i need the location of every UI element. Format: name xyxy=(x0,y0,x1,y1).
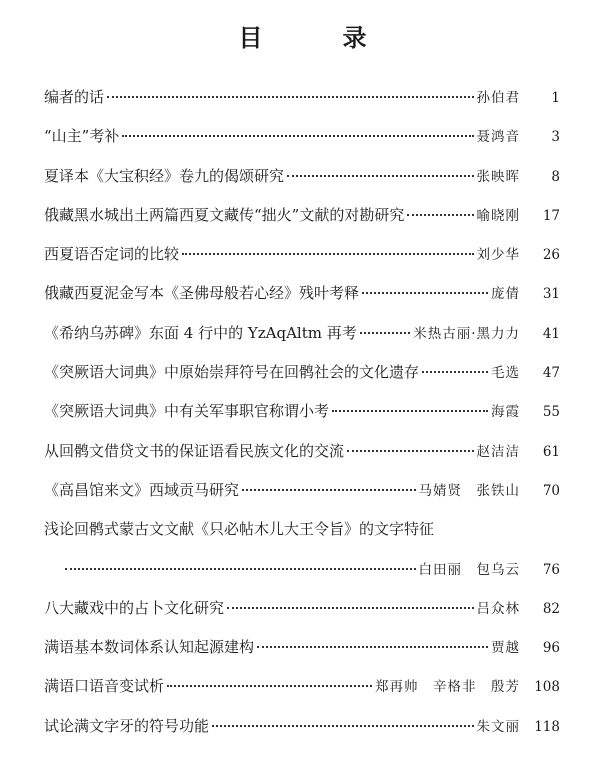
dot-leader xyxy=(422,370,488,373)
dot-leader xyxy=(257,645,488,648)
toc-entry-page: 76 xyxy=(542,561,560,578)
toc-entry-page: 41 xyxy=(542,325,560,342)
toc-entry-title: “山主”考补 xyxy=(44,127,120,146)
toc-entry-title: 浅论回鹘式蒙古文文献《只必帖木儿大王令旨》的文字特征 xyxy=(44,520,435,539)
toc-entry-author: 白田丽 包乌云 xyxy=(418,561,520,578)
toc-entry[interactable] xyxy=(44,282,560,321)
toc-entry-page: 3 xyxy=(551,129,560,146)
toc-entry-author: 聂鸿音 xyxy=(476,129,520,146)
toc-entry-title: 满语基本数词体系认知起源建构 xyxy=(44,638,255,657)
toc-entry-title: 《高昌馆来文》西域贡马研究 xyxy=(44,480,240,499)
toc-entry[interactable] xyxy=(44,125,560,164)
dot-leader xyxy=(362,291,488,294)
toc-entry[interactable] xyxy=(44,400,560,439)
toc-entry-author: 赵洁洁 xyxy=(476,443,520,460)
toc-entry-title: 《突厥语大词典》中原始崇拜符号在回鹘社会的文化遗存 xyxy=(44,363,420,382)
toc-entry[interactable] xyxy=(44,715,560,754)
toc-entry-continuation[interactable] xyxy=(44,558,560,597)
toc-entry-page: 55 xyxy=(542,404,560,421)
toc-entry-author: 刘少华 xyxy=(476,247,520,264)
toc-entry-page: 61 xyxy=(542,443,560,460)
toc-entry-page: 17 xyxy=(542,207,560,224)
toc-entry-title: 编者的话 xyxy=(44,88,105,106)
toc-entry-author: 孙伯君 xyxy=(476,90,520,106)
toc-entry-title: 满语口语音变试析 xyxy=(44,677,165,696)
dot-leader xyxy=(360,331,410,334)
dot-leader xyxy=(182,252,473,255)
toc-entry-page: 26 xyxy=(542,247,560,264)
toc-entry-author: 毛选 xyxy=(491,365,520,382)
dot-leader xyxy=(167,684,372,687)
toc-entry-author: 郑再帅 辛格非 殷芳 xyxy=(375,679,520,696)
table-of-contents xyxy=(44,86,560,754)
toc-entry-title: 《希纳乌苏碑》东面 4 行中的 YzAqAltm 再考 xyxy=(44,323,357,342)
toc-entry-author: 米热古丽·黑力力 xyxy=(413,325,520,342)
toc-entry-author: 马婧贤 张铁山 xyxy=(418,482,520,499)
toc-entry-title: 夏译本《大宝积经》卷九的偈颂研究 xyxy=(44,166,285,185)
toc-entry[interactable] xyxy=(44,440,560,479)
dot-leader xyxy=(212,724,473,727)
toc-entry[interactable] xyxy=(44,322,560,361)
dot-leader xyxy=(107,95,473,98)
toc-entry[interactable] xyxy=(44,204,560,243)
dot-leader xyxy=(332,409,488,412)
dot-leader xyxy=(287,174,473,177)
dot-leader xyxy=(122,134,473,137)
toc-entry-title: 八大藏戏中的占卜文化研究 xyxy=(44,598,225,617)
toc-entry-title: 《突厥语大词典》中有关军事职官称谓小考 xyxy=(44,402,330,421)
toc-entry[interactable] xyxy=(44,479,560,518)
toc-entry-page: 118 xyxy=(534,718,560,735)
dot-leader xyxy=(65,567,416,570)
toc-entry-author: 贾越 xyxy=(491,640,520,657)
toc-entry-title: 俄藏西夏泥金写本《圣佛母般若心经》残叶考释 xyxy=(44,284,360,303)
toc-entry-page: 1 xyxy=(551,90,560,106)
toc-entry[interactable] xyxy=(44,597,560,636)
toc-entry-page: 108 xyxy=(534,679,560,696)
toc-entry-page: 70 xyxy=(542,482,560,499)
toc-entry-page: 8 xyxy=(551,168,560,185)
toc-entry-author: 朱文丽 xyxy=(476,718,520,735)
toc-entry[interactable] xyxy=(44,675,560,714)
toc-entry-title: 试论满文字牙的符号功能 xyxy=(44,716,210,735)
page-title: 目 录 xyxy=(238,24,395,52)
toc-entry-page: 31 xyxy=(542,286,560,303)
toc-entry-author: 喻晓刚 xyxy=(476,207,520,224)
dot-leader xyxy=(407,213,473,216)
toc-entry-title: 俄藏黑水城出土两篇西夏文藏传“拙火”文献的对勘研究 xyxy=(44,205,405,224)
toc-entry[interactable] xyxy=(44,243,560,282)
toc-entry-author: 张映晖 xyxy=(476,168,520,185)
toc-entry[interactable] xyxy=(44,636,560,675)
toc-entry-title: 西夏语否定词的比较 xyxy=(44,245,180,264)
toc-entry-author: 吕众林 xyxy=(476,600,520,617)
dot-leader xyxy=(347,449,473,452)
toc-entry-page: 96 xyxy=(542,640,560,657)
toc-entry-author: 庞倩 xyxy=(491,286,520,303)
toc-entry-author: 海霞 xyxy=(491,404,520,421)
toc-entry[interactable] xyxy=(44,518,560,557)
toc-entry-page: 47 xyxy=(542,365,560,382)
toc-entry[interactable] xyxy=(44,86,560,125)
toc-entry[interactable] xyxy=(44,165,560,204)
dot-leader xyxy=(227,606,473,609)
toc-entry[interactable] xyxy=(44,361,560,400)
dot-leader xyxy=(242,488,415,491)
toc-entry-page: 82 xyxy=(542,600,560,617)
toc-entry-title: 从回鹘文借贷文书的保证语看民族文化的交流 xyxy=(44,441,345,460)
